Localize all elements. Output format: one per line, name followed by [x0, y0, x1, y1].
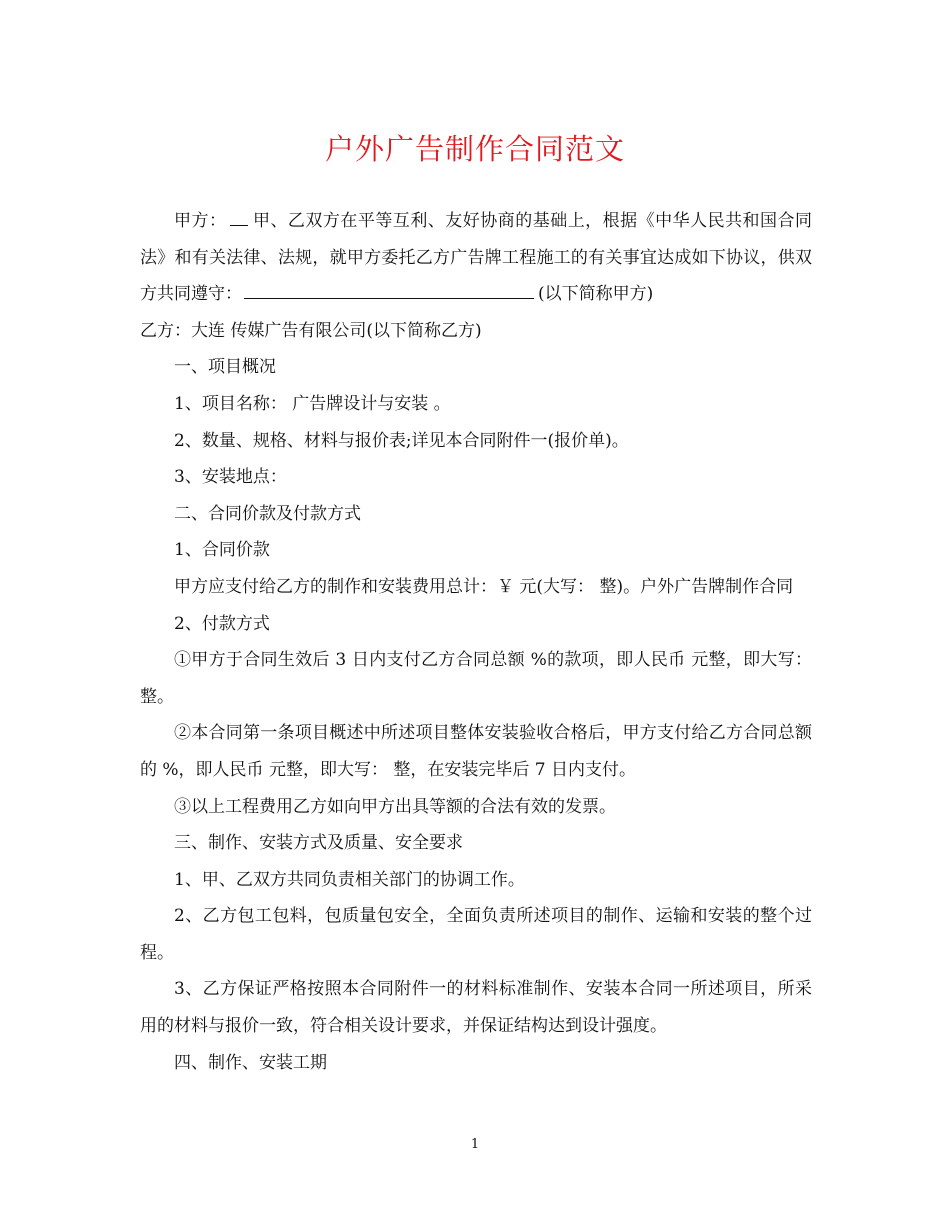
paragraph: 1、合同价款: [174, 540, 270, 561]
paragraph: 甲方应支付给乙方的制作和安装费用总计：￥ 元(大写： 整)。户外广告牌制作合同: [174, 576, 794, 597]
paragraph-party-a: [140, 203, 812, 313]
document-body: [140, 203, 812, 1081]
paragraph: 2、数量、规格、材料与报价表;详见本合同附件一(报价单)。: [174, 430, 629, 451]
party-a-intro: 甲、乙双方在平等互利、友好协商的基础上，根据《中华人民共和国合同法》和有关法律、法规，就甲方委托乙方广告牌工程施工的有关事宜达成如下协议，供双方共同遵守：: [140, 211, 813, 305]
paragraph: 3、安装地点：: [174, 467, 287, 488]
paragraph: ③以上工程费用乙方如向甲方出具等额的合法有效的发票。: [174, 796, 616, 817]
section-heading-4: 四、制作、安装工期: [174, 1052, 327, 1073]
section-heading-1: 一、项目概况: [174, 357, 276, 378]
paragraph: 2、付款方式: [174, 613, 270, 634]
paragraph: 1、甲、乙双方共同负责相关部门的协调工作。: [174, 869, 525, 890]
page-number: 1: [470, 1137, 480, 1152]
paragraph: 2、乙方包工包料，包质量包安全，全面负责所述项目的制作、运输和安装的整个过程。: [140, 906, 812, 963]
paragraph: ②本合同第一条项目概述中所述项目整体安装验收合格后，甲方支付给乙方合同总额的 %，即人民币 元整，即大写： 整，在安装完毕后 7 日内支付。: [140, 723, 812, 780]
section-heading-3: 三、制作、安装方式及质量、安全要求: [174, 833, 463, 854]
section-heading-2: 二、合同价款及付款方式: [174, 503, 361, 524]
document-title: 户外广告制作合同范文: [324, 132, 625, 166]
paragraph: ①甲方于合同生效后 3 日内支付乙方合同总额 %的款项，即人民币 元整，即大写： 整。: [140, 650, 812, 707]
paragraph: 3、乙方保证严格按照本合同附件一的材料标准制作、安装本合同一所述项目，所采用的材料与报价一致，符合相关设计要求，并保证结构达到设计强度。: [140, 979, 812, 1037]
paragraph-party-b: 乙方：大连 传媒广告有限公司(以下简称乙方): [140, 320, 482, 341]
party-a-blank: [230, 210, 248, 226]
paragraph: 1、项目名称： 广告牌设计与安装 。: [174, 393, 451, 414]
party-a-abbrev: (以下简称甲方): [538, 284, 654, 305]
party-a-label: 甲方：: [174, 211, 227, 231]
signature-blank: [244, 283, 534, 299]
